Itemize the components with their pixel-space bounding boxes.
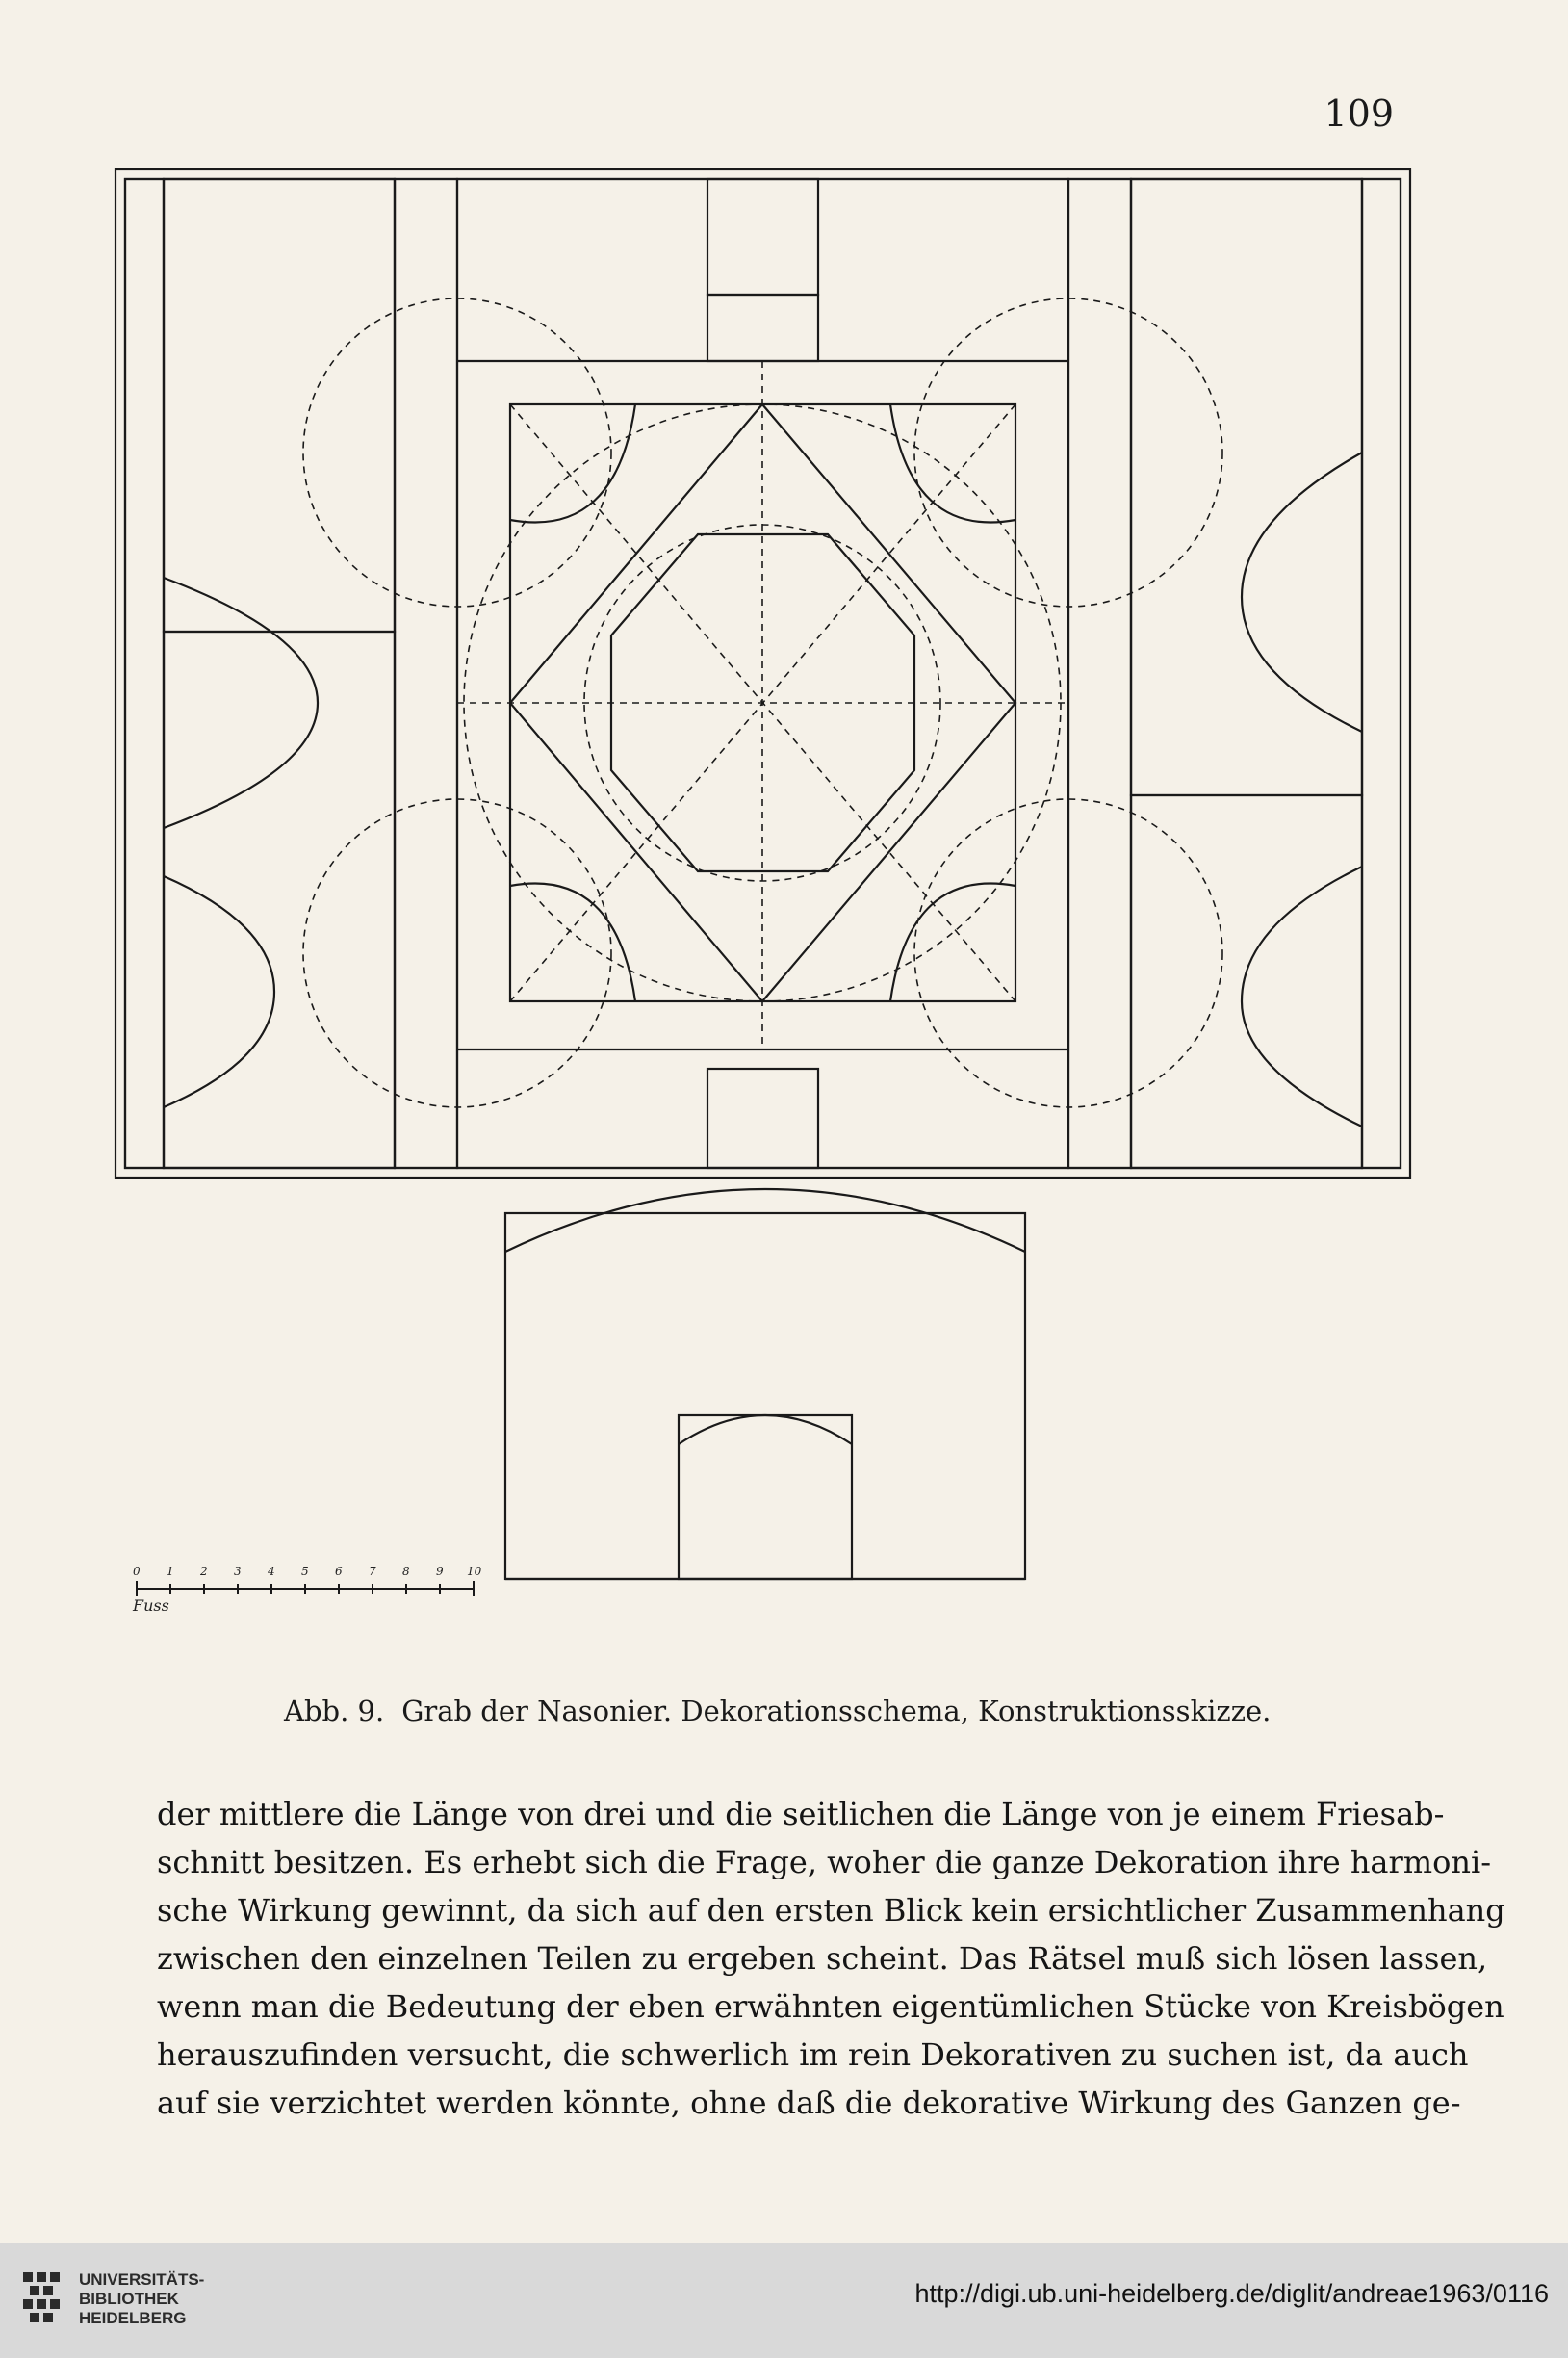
scale-tick-label: 4 — [268, 1565, 275, 1578]
library-name-line: UNIVERSITÄTS- — [79, 2270, 205, 2289]
library-name-line: BIBLIOTHEK — [79, 2290, 179, 2308]
scale-tick-label: 3 — [234, 1565, 242, 1578]
text-line: wenn man die Bedeutung der eben erwähnten eigentümlichen Stücke von Kreisbögen — [157, 1988, 1504, 2025]
right-margin-strip — [1362, 179, 1401, 1168]
library-name — [79, 2270, 204, 2328]
right-arc-lower — [1242, 867, 1362, 1127]
text-line: zwischen den einzelnen Teilen zu ergeben scheint. Das Rätsel muß sich lösen lassen, — [157, 1940, 1488, 1977]
scale-tick-label: 7 — [369, 1565, 376, 1578]
digitization-footer — [0, 2243, 1568, 2358]
scale-bar — [137, 1581, 474, 1596]
university-library-logo-icon — [17, 2263, 69, 2340]
scale-tick-label: 1 — [167, 1565, 174, 1578]
top-small-square — [707, 179, 818, 295]
left-arc-upper — [164, 578, 318, 828]
scale-tick-label: 9 — [436, 1565, 444, 1578]
tomb-front — [505, 1213, 1025, 1579]
text-line: herauszufinden versucht, die schwerlich im rein Dekorativen zu suchen ist, da auch — [157, 2036, 1469, 2073]
text-line: auf sie verzichtet werden könnte, ohne daß die dekorative Wirkung des Ganzen ge- — [157, 2085, 1461, 2121]
text-line: schnitt besitzen. Es erhebt sich die Frage, woher die ganze Dekoration ihre harmoni- — [157, 1844, 1492, 1880]
left-arc-lower — [164, 876, 274, 1107]
right-panel — [1131, 179, 1362, 1168]
right-arc-upper — [1242, 453, 1362, 732]
page-number: 109 — [1324, 92, 1394, 135]
body-paragraph — [157, 1790, 1505, 2127]
tomb-arch — [505, 1189, 1025, 1252]
tomb-niche — [679, 1415, 852, 1579]
left-panel — [164, 179, 395, 1168]
scale-tick-label: 0 — [133, 1565, 141, 1578]
bottom-small-square — [707, 1069, 818, 1168]
scale-tick-label: 5 — [301, 1565, 309, 1578]
figure-caption — [284, 1695, 1343, 1727]
left-panel-lower — [164, 632, 395, 1168]
left-panel-upper — [164, 179, 395, 632]
scale-tick-label: 8 — [402, 1565, 410, 1578]
right-panel-upper — [1131, 179, 1362, 795]
left-column — [395, 179, 457, 1168]
left-margin-strip — [125, 179, 164, 1168]
text-line: der mittlere die Länge von drei und die seitlichen die Länge von je einem Friesab- — [157, 1796, 1445, 1832]
scale-unit-label: Fuss — [133, 1596, 169, 1615]
text-line: sche Wirkung gewinnt, da sich auf den ersten Blick kein ersichtlicher Zusammenhang — [157, 1892, 1505, 1929]
inner-frame — [125, 179, 1401, 1168]
scale-tick-label: 2 — [200, 1565, 208, 1578]
caption-number: Abb. 9. — [284, 1695, 385, 1727]
center-panel — [457, 179, 1068, 1168]
source-url-link[interactable]: http://digi.ub.uni-heidelberg.de/diglit/andreae1963/0116 — [914, 2279, 1549, 2308]
right-panel-lower — [1131, 795, 1362, 1168]
caption-text: Grab der Nasonier. Dekorationsschema, Konstruktionsskizze. — [401, 1695, 1272, 1727]
library-name-line: HEIDELBERG — [79, 2309, 187, 2327]
right-column — [1068, 179, 1131, 1168]
scale-tick-label: 10 — [467, 1565, 482, 1578]
scale-tick-label: 6 — [335, 1565, 343, 1578]
